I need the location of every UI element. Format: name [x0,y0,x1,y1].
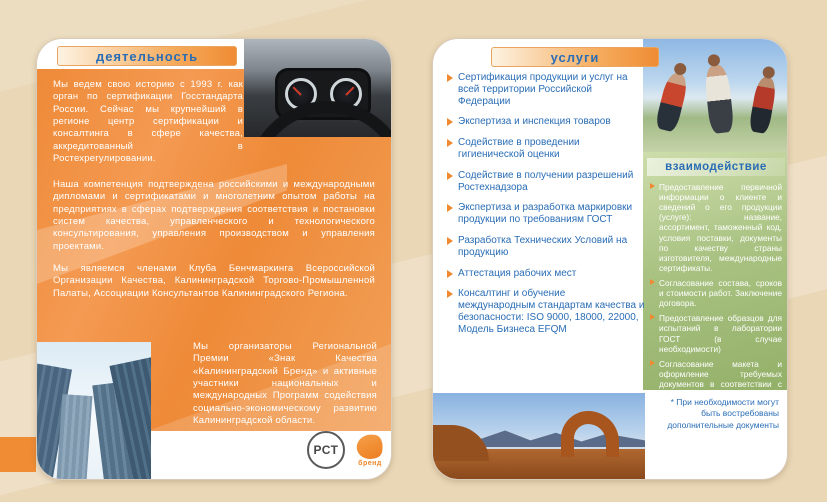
service-item-text: Разработка Технических Условий на продукцию [458,234,628,258]
flame-icon [354,431,385,462]
service-item [447,72,645,107]
car-dashboard-photo [244,39,391,137]
interaction-item-text: Согласование макета и оформление требуемых документов в соответствии с видом услуги. [659,358,782,400]
triangle-bullet-icon [447,172,453,180]
triangle-bullet-icon [650,183,655,189]
service-item-text: Содействие в проведении гигиенической оценки [458,137,580,160]
triangle-bullet-icon [447,118,453,126]
section-header-services [491,47,659,67]
interaction-item-text: Согласование состава, сроков и стоимости работ. Заключение договора. [659,277,782,309]
runner-figure [704,64,735,134]
triangle-bullet-icon [447,270,453,278]
interaction-item-text: Предоставление первичной информации о клиенте и сведений о его продукции (услуге): название, ассортимент, таможенный код, условия поставки, документы по качеству страны изготовителя, международные сертификаты. [659,182,782,273]
service-item [447,170,645,194]
activity-paragraph: Наша компетенция подтверждена российскими и международными дипломами и сертификатами и многолетним опытом работы на предприятиях в сферах подтверждения соответствия и постановки систем качества, управленческого и технологического консультирования, управления производством и управления проектами. [53,179,375,252]
interaction-panel [643,152,788,400]
desert-arch-photo [433,393,645,479]
service-item-text: Экспертиза и инспекция товаров [458,116,611,128]
service-item-text: Сертификация продукции и услуг на всей территории Российской Федерации [458,72,628,107]
section-header-activity [57,46,237,66]
stone-arch [561,411,619,457]
triangle-bullet-icon [447,237,453,245]
triangle-bullet-icon [650,360,655,366]
triangle-bullet-icon [447,290,453,298]
triangle-bullet-icon [447,139,453,147]
rock-formation [433,425,489,461]
building-shape [56,394,93,480]
triangle-bullet-icon [447,74,453,82]
interaction-item [650,278,782,308]
rst-certification-logo [307,431,345,469]
interaction-item [650,359,782,399]
service-item-text: Аттестация рабочих мест [458,267,577,279]
service-item [447,268,645,280]
activity-paragraph: Мы организаторы Региональной Премии «Знак Качества «Калининградский Бренд» и активные участники национальных и международных Программ содействия социально-экономическому развитию Калининградской области. [193,341,377,427]
interaction-header-label: взаимодействие [665,161,767,173]
activity-paragraph: Мы являемся членами Клуба Бенчмаркинга Всероссийской Организации Качества, Калининградской Торгово-Промышленной Палаты, Ассоциации Консультантов Калининградского Региона. [53,263,375,299]
logos-group [307,431,383,469]
runner-figure [748,76,777,135]
service-item-text: Содействие в получении разрешений Ростехнадзора [458,169,634,193]
interaction-item [650,313,782,353]
athletes-photo [643,39,787,152]
triangle-bullet-icon [447,204,453,212]
triangle-bullet-icon [650,314,655,320]
runner-figure [654,71,689,133]
steering-wheel [246,101,391,137]
section-header-activity-label: деятельность [95,48,199,64]
skyscrapers-photo [37,342,151,480]
orange-edge-tab [0,437,36,472]
interaction-item [650,182,782,273]
brand-logo-text: бренд [358,459,382,467]
interaction-header [647,158,785,176]
service-item [447,202,645,226]
service-item-text: Консалтинг и обучение международным стандартам качества и безопасности: ISO 9000, 18000, 22000, Модель Бизнеса EFQM [458,288,645,335]
section-header-services-label: услуги [550,49,600,65]
interaction-list [643,180,788,405]
services-list [447,72,645,336]
footnote-text: * При необходимости могут быть востребованы дополнительные документы [667,397,779,430]
service-item [447,137,645,161]
activity-paragraph: Мы ведем свою историю с 1993 г. как орган по сертификации Госстандарта России. Сейчас мы крупнейший в регионе центр сертификации и консалтинга в сфере качества, аккредитованный в Ростехрегулировании. [53,79,243,165]
service-item [447,116,645,128]
interaction-item-text: Предоставление образцов для испытаний в лаборатории ГОСТ (в случае необходимости) [659,313,782,354]
rst-logo-text: РСТ [313,443,339,457]
triangle-bullet-icon [650,279,655,285]
service-item [447,235,645,259]
service-item-text: Экспертиза и разработка маркировки продукции по требованиям ГОСТ [458,202,633,226]
activity-panel-card [36,38,392,480]
services-panel-card [432,38,788,480]
brand-logo [357,434,383,467]
service-item [447,288,645,335]
